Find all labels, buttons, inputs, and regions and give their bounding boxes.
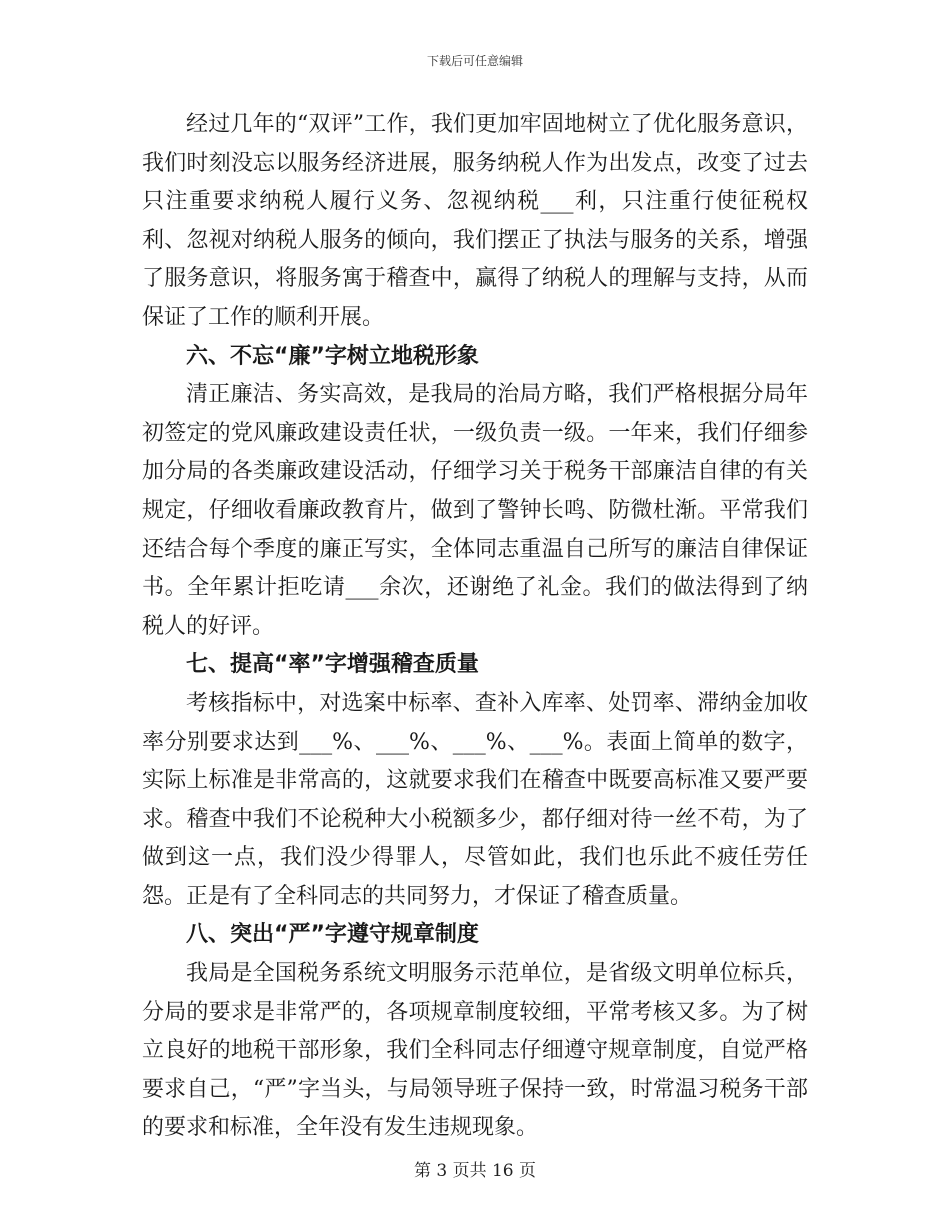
- document-body: [142, 106, 808, 1148]
- page-footer: 第 3 页共 16 页: [413, 1161, 537, 1181]
- paragraph-regulations: 我局是全国税务系统文明服务示范单位，是省级文明单位标兵，分局的要求是非常严的，各项规章制度较细，平常考核又多。为了树立良好的地税干部形象，我们全科同志仔细遵守规章制度，自觉严格要求自己，“严”字当头，与局领导班子保持一致，时常温习税务干部的要求和标准，全年没有发生违规现象。: [142, 961, 808, 1141]
- section-heading-7: 七、提高“率”字增强稽查质量: [186, 652, 479, 678]
- page-header: 下载后可任意编辑: [426, 54, 523, 68]
- paragraph-double-evaluation: 经过几年的“双评”工作，我们更加牢固地树立了优化服务意识，我们时刻没忘以服务经济进展，服务纳税人作为出发点，改变了过去只注重要求纳税人履行义务、忽视纳税___利，只注重行使征税权利、忽视对纳税人服务的倾向，我们摆正了执法与服务的关系，增强了服务意识，将服务寓于稽查中，赢得了纳税人的理解与支持，从而保证了工作的顺利开展。: [142, 112, 808, 330]
- paragraph-quality-rate: 考核指标中，对选案中标率、查补入库率、处罚率、滞纳金加收率分别要求达到___%、___%、___%、___%。表面上简单的数字，实际上标准是非常高的，这就要求我们在稽查中既要高标准又要严要求。稽查中我们不论税种大小税额多少，都仔细对待一丝不苟，为了做到这一点，我们没少得罪人，尽管如此，我们也乐此不疲任劳任怨。正是有了全科同志的共同努力，才保证了稽查质量。: [142, 690, 808, 909]
- section-heading-8: 八、突出“严”字遵守规章制度: [186, 922, 479, 948]
- section-heading-6: 六、不忘“廉”字树立地税形象: [186, 343, 479, 369]
- paragraph-integrity: 清正廉洁、务实高效，是我局的治局方略，我们严格根据分局年初签定的党风廉政建设责任状，一级负责一级。一年来，我们仔细参加分局的各类廉政建设活动，仔细学习关于税务干部廉洁自律的有关规定，仔细收看廉政教育片，做到了警钟长鸣、防微杜渐。平常我们还结合每个季度的廉正写实，全体同志重温自己所写的廉洁自律保证书。全年累计拒吃请___余次，还谢绝了礼金。我们的做法得到了纳税人的好评。: [142, 382, 808, 639]
